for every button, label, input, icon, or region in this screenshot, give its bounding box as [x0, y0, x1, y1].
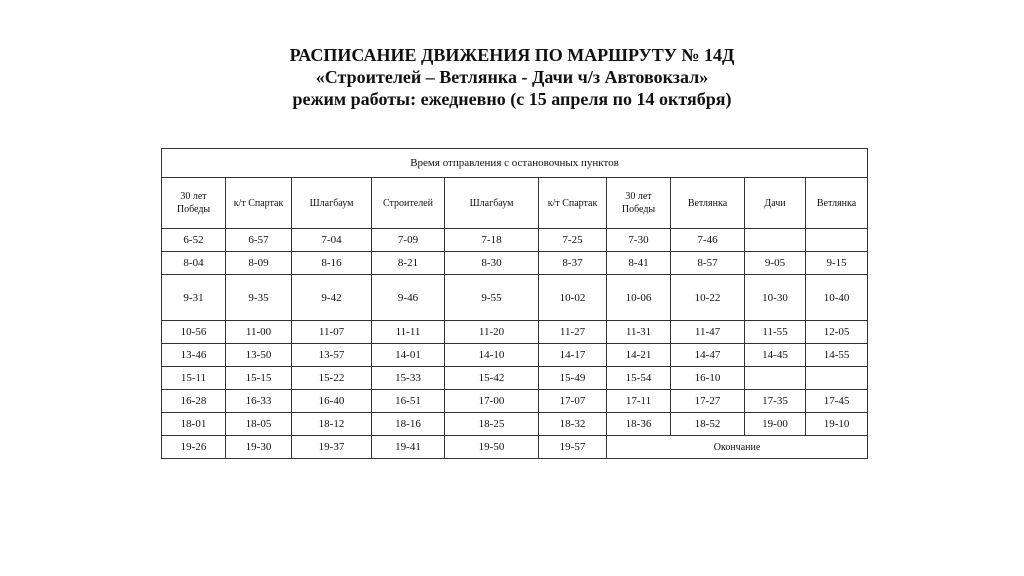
- table-cell: 14-47: [671, 344, 745, 367]
- table-cell: [806, 229, 868, 252]
- table-cell: 18-32: [539, 413, 607, 436]
- table-cell: 11-11: [372, 321, 445, 344]
- table-cell: 16-51: [372, 390, 445, 413]
- table-cell: 6-57: [226, 229, 292, 252]
- table-cell: 15-33: [372, 367, 445, 390]
- table-cell: 19-10: [806, 413, 868, 436]
- table-cell: 10-06: [607, 275, 671, 321]
- table-caption: Время отправления с остановочных пунктов: [162, 149, 868, 178]
- table-cell: 11-07: [292, 321, 372, 344]
- column-header: Шлагбаум: [292, 178, 372, 229]
- table-cell: 10-02: [539, 275, 607, 321]
- table-cell: 9-35: [226, 275, 292, 321]
- column-header: Строителей: [372, 178, 445, 229]
- table-cell: 7-46: [671, 229, 745, 252]
- table-cell: 14-21: [607, 344, 671, 367]
- table-cell: 18-52: [671, 413, 745, 436]
- header-row: [162, 178, 868, 229]
- table-row: [162, 321, 868, 344]
- table-cell: [806, 367, 868, 390]
- table-cell: 17-27: [671, 390, 745, 413]
- table-cell: 14-01: [372, 344, 445, 367]
- table-cell: 14-10: [445, 344, 539, 367]
- table-cell: 18-01: [162, 413, 226, 436]
- table-row: [162, 436, 868, 459]
- table-row: [162, 413, 868, 436]
- title-line-2: «Строителей – Ветлянка - Дачи ч/з Автовокзал»: [315, 67, 709, 87]
- table-cell: 16-33: [226, 390, 292, 413]
- schedule-table: [161, 148, 868, 459]
- table-cell: 10-22: [671, 275, 745, 321]
- table-cell: 19-30: [226, 436, 292, 459]
- table-cell: 7-04: [292, 229, 372, 252]
- table-body: [162, 229, 868, 459]
- table-cell: 18-05: [226, 413, 292, 436]
- table-cell: 6-52: [162, 229, 226, 252]
- table-cell: 19-26: [162, 436, 226, 459]
- table-cell: 14-45: [745, 344, 806, 367]
- table-cell: 11-31: [607, 321, 671, 344]
- table-cell: 8-30: [445, 252, 539, 275]
- table-cell: [745, 229, 806, 252]
- table-cell: 15-49: [539, 367, 607, 390]
- column-header: к/т Спартак: [539, 178, 607, 229]
- table-row: [162, 252, 868, 275]
- column-header: 30 лет Победы: [162, 178, 226, 229]
- table-cell: 8-41: [607, 252, 671, 275]
- table-row: [162, 275, 868, 321]
- column-header: к/т Спартак: [226, 178, 292, 229]
- table-cell: 13-46: [162, 344, 226, 367]
- table-cell: 9-05: [745, 252, 806, 275]
- table-cell: 19-50: [445, 436, 539, 459]
- table-cell: 18-16: [372, 413, 445, 436]
- schedule-title: [0, 44, 1024, 110]
- table-cell: 18-12: [292, 413, 372, 436]
- table-row: [162, 344, 868, 367]
- table-cell: 17-07: [539, 390, 607, 413]
- table-row: [162, 367, 868, 390]
- column-header: Ветлянка: [806, 178, 868, 229]
- column-header: Шлагбаум: [445, 178, 539, 229]
- table-cell: 17-00: [445, 390, 539, 413]
- table-cell: 17-11: [607, 390, 671, 413]
- table-cell: 8-04: [162, 252, 226, 275]
- title-line-1: РАСПИСАНИЕ ДВИЖЕНИЯ ПО МАРШРУТУ № 14Д: [289, 45, 735, 65]
- table-cell: 9-46: [372, 275, 445, 321]
- table-cell: 10-30: [745, 275, 806, 321]
- table-cell: 8-16: [292, 252, 372, 275]
- table-cell: 11-27: [539, 321, 607, 344]
- table-cell: 15-15: [226, 367, 292, 390]
- table-cell: 9-55: [445, 275, 539, 321]
- table-cell: 17-35: [745, 390, 806, 413]
- table-cell: 8-21: [372, 252, 445, 275]
- table-cell: 11-55: [745, 321, 806, 344]
- table-cell: 13-50: [226, 344, 292, 367]
- table-cell: 16-28: [162, 390, 226, 413]
- table-cell: 10-56: [162, 321, 226, 344]
- table-cell: 7-30: [607, 229, 671, 252]
- column-header: Дачи: [745, 178, 806, 229]
- table-cell: 9-42: [292, 275, 372, 321]
- table-row: [162, 390, 868, 413]
- table-cell: 19-41: [372, 436, 445, 459]
- table-cell: 18-25: [445, 413, 539, 436]
- table-cell: 7-09: [372, 229, 445, 252]
- table-cell: 8-57: [671, 252, 745, 275]
- table-cell: 19-57: [539, 436, 607, 459]
- table-cell: 9-31: [162, 275, 226, 321]
- table-cell: 11-47: [671, 321, 745, 344]
- table-cell: 16-10: [671, 367, 745, 390]
- table-cell: 15-22: [292, 367, 372, 390]
- table-cell: 19-00: [745, 413, 806, 436]
- table-cell: 12-05: [806, 321, 868, 344]
- table-cell: 13-57: [292, 344, 372, 367]
- table-cell: 7-18: [445, 229, 539, 252]
- table-cell: [745, 367, 806, 390]
- table-cell: 11-00: [226, 321, 292, 344]
- table-cell: 18-36: [607, 413, 671, 436]
- end-note: Окончание: [607, 436, 868, 459]
- table-cell: 16-40: [292, 390, 372, 413]
- table-cell: 10-40: [806, 275, 868, 321]
- title-line-3: режим работы: ежедневно (с 15 апреля по 14 октября): [292, 89, 732, 109]
- table-cell: 15-42: [445, 367, 539, 390]
- table-cell: 19-37: [292, 436, 372, 459]
- table-cell: 7-25: [539, 229, 607, 252]
- table-cell: 8-37: [539, 252, 607, 275]
- table-row: [162, 229, 868, 252]
- table-cell: 9-15: [806, 252, 868, 275]
- column-header: Ветлянка: [671, 178, 745, 229]
- table-cell: 15-11: [162, 367, 226, 390]
- table-cell: 14-55: [806, 344, 868, 367]
- table-cell: 17-45: [806, 390, 868, 413]
- table-cell: 14-17: [539, 344, 607, 367]
- table-cell: 15-54: [607, 367, 671, 390]
- column-header: 30 лет Победы: [607, 178, 671, 229]
- table-cell: 8-09: [226, 252, 292, 275]
- table-cell: 11-20: [445, 321, 539, 344]
